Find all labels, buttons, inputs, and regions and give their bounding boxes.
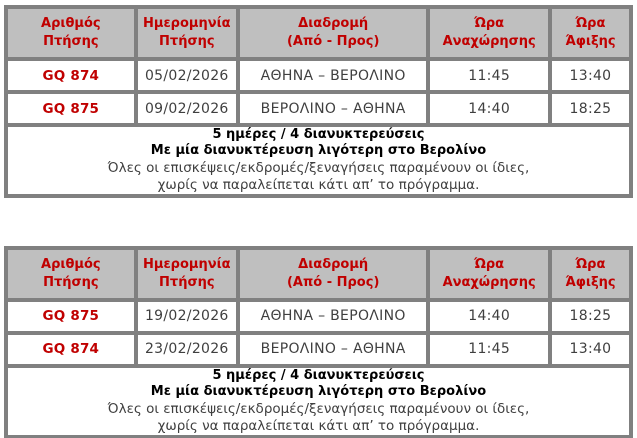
header-line: Ώρα xyxy=(575,16,606,32)
table-header-row xyxy=(6,248,631,300)
departure-time-cell: 14:40 xyxy=(428,92,550,125)
flight-number-cell: GQ 875 xyxy=(6,92,136,125)
header-line: Ώρα xyxy=(474,16,505,32)
flight-schedule-table-1 xyxy=(4,5,633,198)
program-note-1: Όλες οι επισκέψεις/εκδρομές/ξεναγήσεις παραμένουν οι ίδιες, xyxy=(107,400,530,417)
header-flight-date xyxy=(136,7,238,59)
duration-note: 5 ημέρες / 4 διανυκτερεύσεις xyxy=(212,127,425,142)
route-cell: ΑΘΗΝΑ – ΒΕΡΟΛΙΝΟ xyxy=(238,300,428,333)
flight-number-cell: GQ 875 xyxy=(6,300,136,333)
table-footer-row xyxy=(6,366,631,437)
table-footer-row xyxy=(6,125,631,196)
header-line: Ώρα xyxy=(575,257,606,273)
header-line: Διαδρομή xyxy=(298,16,369,32)
header-line: Πτήσης xyxy=(159,274,215,290)
flight-date-cell: 05/02/2026 xyxy=(136,59,238,92)
table-row xyxy=(6,300,631,333)
header-line: Πτήσης xyxy=(159,34,215,49)
header-arrival-time xyxy=(550,7,631,59)
header-flight-number xyxy=(6,7,136,59)
program-note-2: χωρίς να παραλείπεται κάτι απ’ το πρόγραμμα. xyxy=(157,176,480,193)
header-line: Άφιξης xyxy=(565,274,616,290)
departure-time-cell: 14:40 xyxy=(428,300,550,333)
program-note-2: χωρίς να παραλείπεται κάτι απ’ το πρόγραμμα. xyxy=(157,417,480,434)
notes-cell xyxy=(6,125,631,196)
route-cell: ΑΘΗΝΑ – ΒΕΡΟΛΙΝΟ xyxy=(238,59,428,92)
notes-cell xyxy=(6,366,631,437)
flight-schedule-table-2 xyxy=(4,246,633,438)
table-row xyxy=(6,92,631,125)
header-route xyxy=(238,7,428,59)
flight-date-cell: 19/02/2026 xyxy=(136,300,238,333)
header-line: Πτήσης xyxy=(43,274,99,290)
route-cell: ΒΕΡΟΛΙΝΟ – ΑΘΗΝΑ xyxy=(238,333,428,366)
arrival-time-cell: 18:25 xyxy=(550,300,631,333)
flight-date-cell: 09/02/2026 xyxy=(136,92,238,125)
header-line: Ημερομηνία xyxy=(143,16,231,32)
arrival-time-cell: 18:25 xyxy=(550,92,631,125)
header-route xyxy=(238,248,428,300)
header-flight-number xyxy=(6,248,136,300)
header-line: Πτήσης xyxy=(43,34,99,49)
header-line: (Από - Προς) xyxy=(286,274,380,290)
header-line: Αναχώρησης xyxy=(442,274,536,290)
header-departure-time xyxy=(428,248,550,300)
header-line: Αριθμός xyxy=(41,16,101,32)
flight-number-cell: GQ 874 xyxy=(6,59,136,92)
departure-time-cell: 11:45 xyxy=(428,333,550,366)
table-header-row xyxy=(6,7,631,59)
overnight-note: Με μία διανυκτέρευση λιγότερη στο Βερολίνο xyxy=(150,384,487,400)
duration-note: 5 ημέρες / 4 διανυκτερεύσεις xyxy=(212,367,425,383)
flight-date-cell: 23/02/2026 xyxy=(136,333,238,366)
header-flight-date xyxy=(136,248,238,300)
arrival-time-cell: 13:40 xyxy=(550,59,631,92)
header-departure-time xyxy=(428,7,550,59)
header-line: Άφιξης xyxy=(565,34,616,49)
header-arrival-time xyxy=(550,248,631,300)
header-line: Ώρα xyxy=(474,257,505,273)
arrival-time-cell: 13:40 xyxy=(550,333,631,366)
table-row xyxy=(6,59,631,92)
route-cell: ΒΕΡΟΛΙΝΟ – ΑΘΗΝΑ xyxy=(238,92,428,125)
header-line: Αριθμός xyxy=(41,257,101,273)
flight-number-cell: GQ 874 xyxy=(6,333,136,366)
program-note-1: Όλες οι επισκέψεις/εκδρομές/ξεναγήσεις παραμένουν οι ίδιες, xyxy=(107,159,530,176)
header-line: Ημερομηνία xyxy=(143,257,231,273)
departure-time-cell: 11:45 xyxy=(428,59,550,92)
header-line: Διαδρομή xyxy=(298,257,369,273)
header-line: Αναχώρησης xyxy=(442,34,536,49)
table-row xyxy=(6,333,631,366)
header-line: (Από - Προς) xyxy=(286,34,380,49)
overnight-note: Με μία διανυκτέρευση λιγότερη στο Βερολίνο xyxy=(150,143,487,159)
